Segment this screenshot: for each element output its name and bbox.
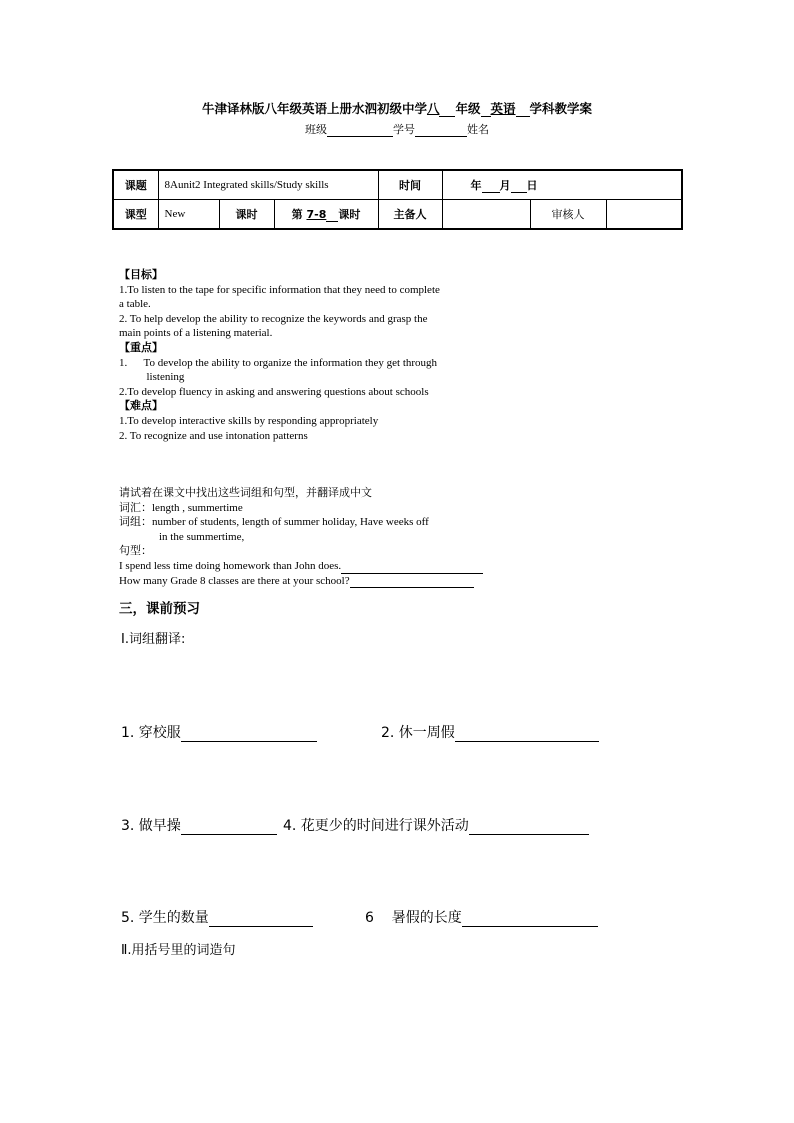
period-cell (274, 200, 378, 230)
key-heading: 【重点】 (119, 340, 163, 354)
task-section (119, 486, 559, 588)
subject-blank-left (481, 116, 491, 117)
difficult-line: 1.To develop interactive skills by responding appropriately (119, 414, 379, 427)
answer-blank[interactable] (455, 741, 599, 742)
goal-line: main points of a listening material. (119, 327, 273, 340)
difficult-heading: 【难点】 (119, 399, 163, 413)
vocab-value: length , summertime (152, 501, 243, 514)
answer-blank[interactable] (469, 834, 589, 835)
preparer-label: 主备人 (378, 200, 442, 230)
sentence-line (119, 559, 559, 574)
type-label: 课型 (113, 200, 158, 230)
subject-value: 英语 (490, 101, 516, 116)
date-year: 年 (470, 179, 482, 192)
reviewer-label: 审核人 (530, 200, 606, 230)
name-label: 姓名 (467, 123, 489, 136)
sentence-label: 句型： (119, 544, 152, 558)
table-row (113, 200, 682, 230)
sentence-2-blank[interactable] (350, 587, 474, 588)
vocab-line (119, 501, 559, 516)
lesson-info-table (112, 169, 683, 230)
subject-blank-right (516, 116, 530, 117)
goal-line: 2. To help develop the ability to recognize the keywords and grasp the (119, 312, 428, 325)
grade-blank (439, 116, 455, 117)
period-blank (326, 221, 338, 222)
grade-suffix: 年级 (455, 101, 481, 116)
period-suffix: 课时 (338, 208, 361, 221)
sentence-1: I spend less time doing homework than John does. (119, 559, 342, 572)
day-blank (511, 192, 527, 193)
number-blank[interactable] (415, 136, 467, 137)
goals-section (119, 268, 549, 443)
exercise-item-1 (121, 722, 317, 742)
item-label: 4. 花更少的时间进行课外活动 (283, 818, 469, 834)
date-cell[interactable] (442, 170, 682, 200)
exercise-item-3 (121, 815, 277, 835)
number-label: 学号 (393, 123, 415, 136)
sentence-line (119, 574, 559, 589)
student-info-line (0, 121, 794, 137)
exercise-item-6 (365, 907, 598, 927)
answer-blank[interactable] (181, 834, 277, 835)
phrase-line-2: in the summertime, (159, 530, 245, 543)
title-suffix: 学科教学案 (529, 101, 593, 116)
task-instruction: 请试着在课文中找出这些词组和句型，并翻译成中文 (119, 486, 372, 499)
period-label: 课时 (219, 200, 274, 230)
goal-line: a table. (119, 298, 151, 311)
item-label: 5. 学生的数量 (121, 910, 209, 926)
part2-title: Ⅱ.用括号里的词造句 (121, 943, 236, 958)
preview-heading: 三，课前预习 (119, 601, 200, 617)
page-title (0, 99, 794, 117)
answer-blank[interactable] (181, 741, 317, 742)
item-label: 6 暑假的长度 (365, 910, 462, 926)
class-label: 班级 (305, 123, 327, 136)
key-line: 2.To develop fluency in asking and answering questions about schools (119, 385, 429, 398)
answer-blank[interactable] (209, 926, 313, 927)
period-prefix: 第 (291, 208, 303, 221)
table-row (113, 170, 682, 200)
class-blank[interactable] (327, 136, 393, 137)
exercise-item-2 (381, 722, 599, 742)
date-month: 月 (499, 179, 511, 192)
period-value: 7-8 (306, 208, 327, 221)
exercise-item-5 (121, 907, 313, 927)
type-value: New (158, 200, 219, 230)
exercise-item-4 (283, 815, 589, 835)
key-line: listening (119, 371, 185, 384)
topic-value: 8Aunit2 Integrated skills/Study skills (158, 170, 378, 200)
item-label: 3. 做早操 (121, 818, 181, 834)
phrase-label: 词组： (119, 515, 152, 529)
item-label: 1. 穿校服 (121, 725, 181, 741)
phrase-line (119, 515, 559, 530)
topic-label: 课题 (113, 170, 158, 200)
key-line: 1. To develop the ability to organize the information they get through (119, 356, 438, 369)
title-prefix: 牛津译林版八年级英语上册水泗初级中学 (201, 101, 427, 116)
phrase-value: number of students, length of summer holiday, Have weeks off (152, 516, 429, 529)
sentence-2: How many Grade 8 classes are there at your school? (119, 574, 350, 587)
month-blank (482, 192, 500, 193)
goal-heading: 【目标】 (119, 268, 163, 281)
reviewer-value[interactable] (606, 200, 682, 230)
date-day: 日 (526, 179, 538, 192)
answer-blank[interactable] (462, 926, 598, 927)
grade-value: 八 (426, 101, 440, 116)
vocab-label: 词汇： (119, 500, 152, 514)
item-label: 2. 休一周假 (381, 725, 455, 741)
difficult-line: 2. To recognize and use intonation patterns (119, 429, 308, 442)
preparer-value[interactable] (442, 200, 530, 230)
part1-title: Ⅰ.词组翻译: (121, 632, 186, 647)
time-label: 时间 (378, 170, 442, 200)
goal-line: 1.To listen to the tape for specific information that they need to complete (119, 283, 440, 296)
